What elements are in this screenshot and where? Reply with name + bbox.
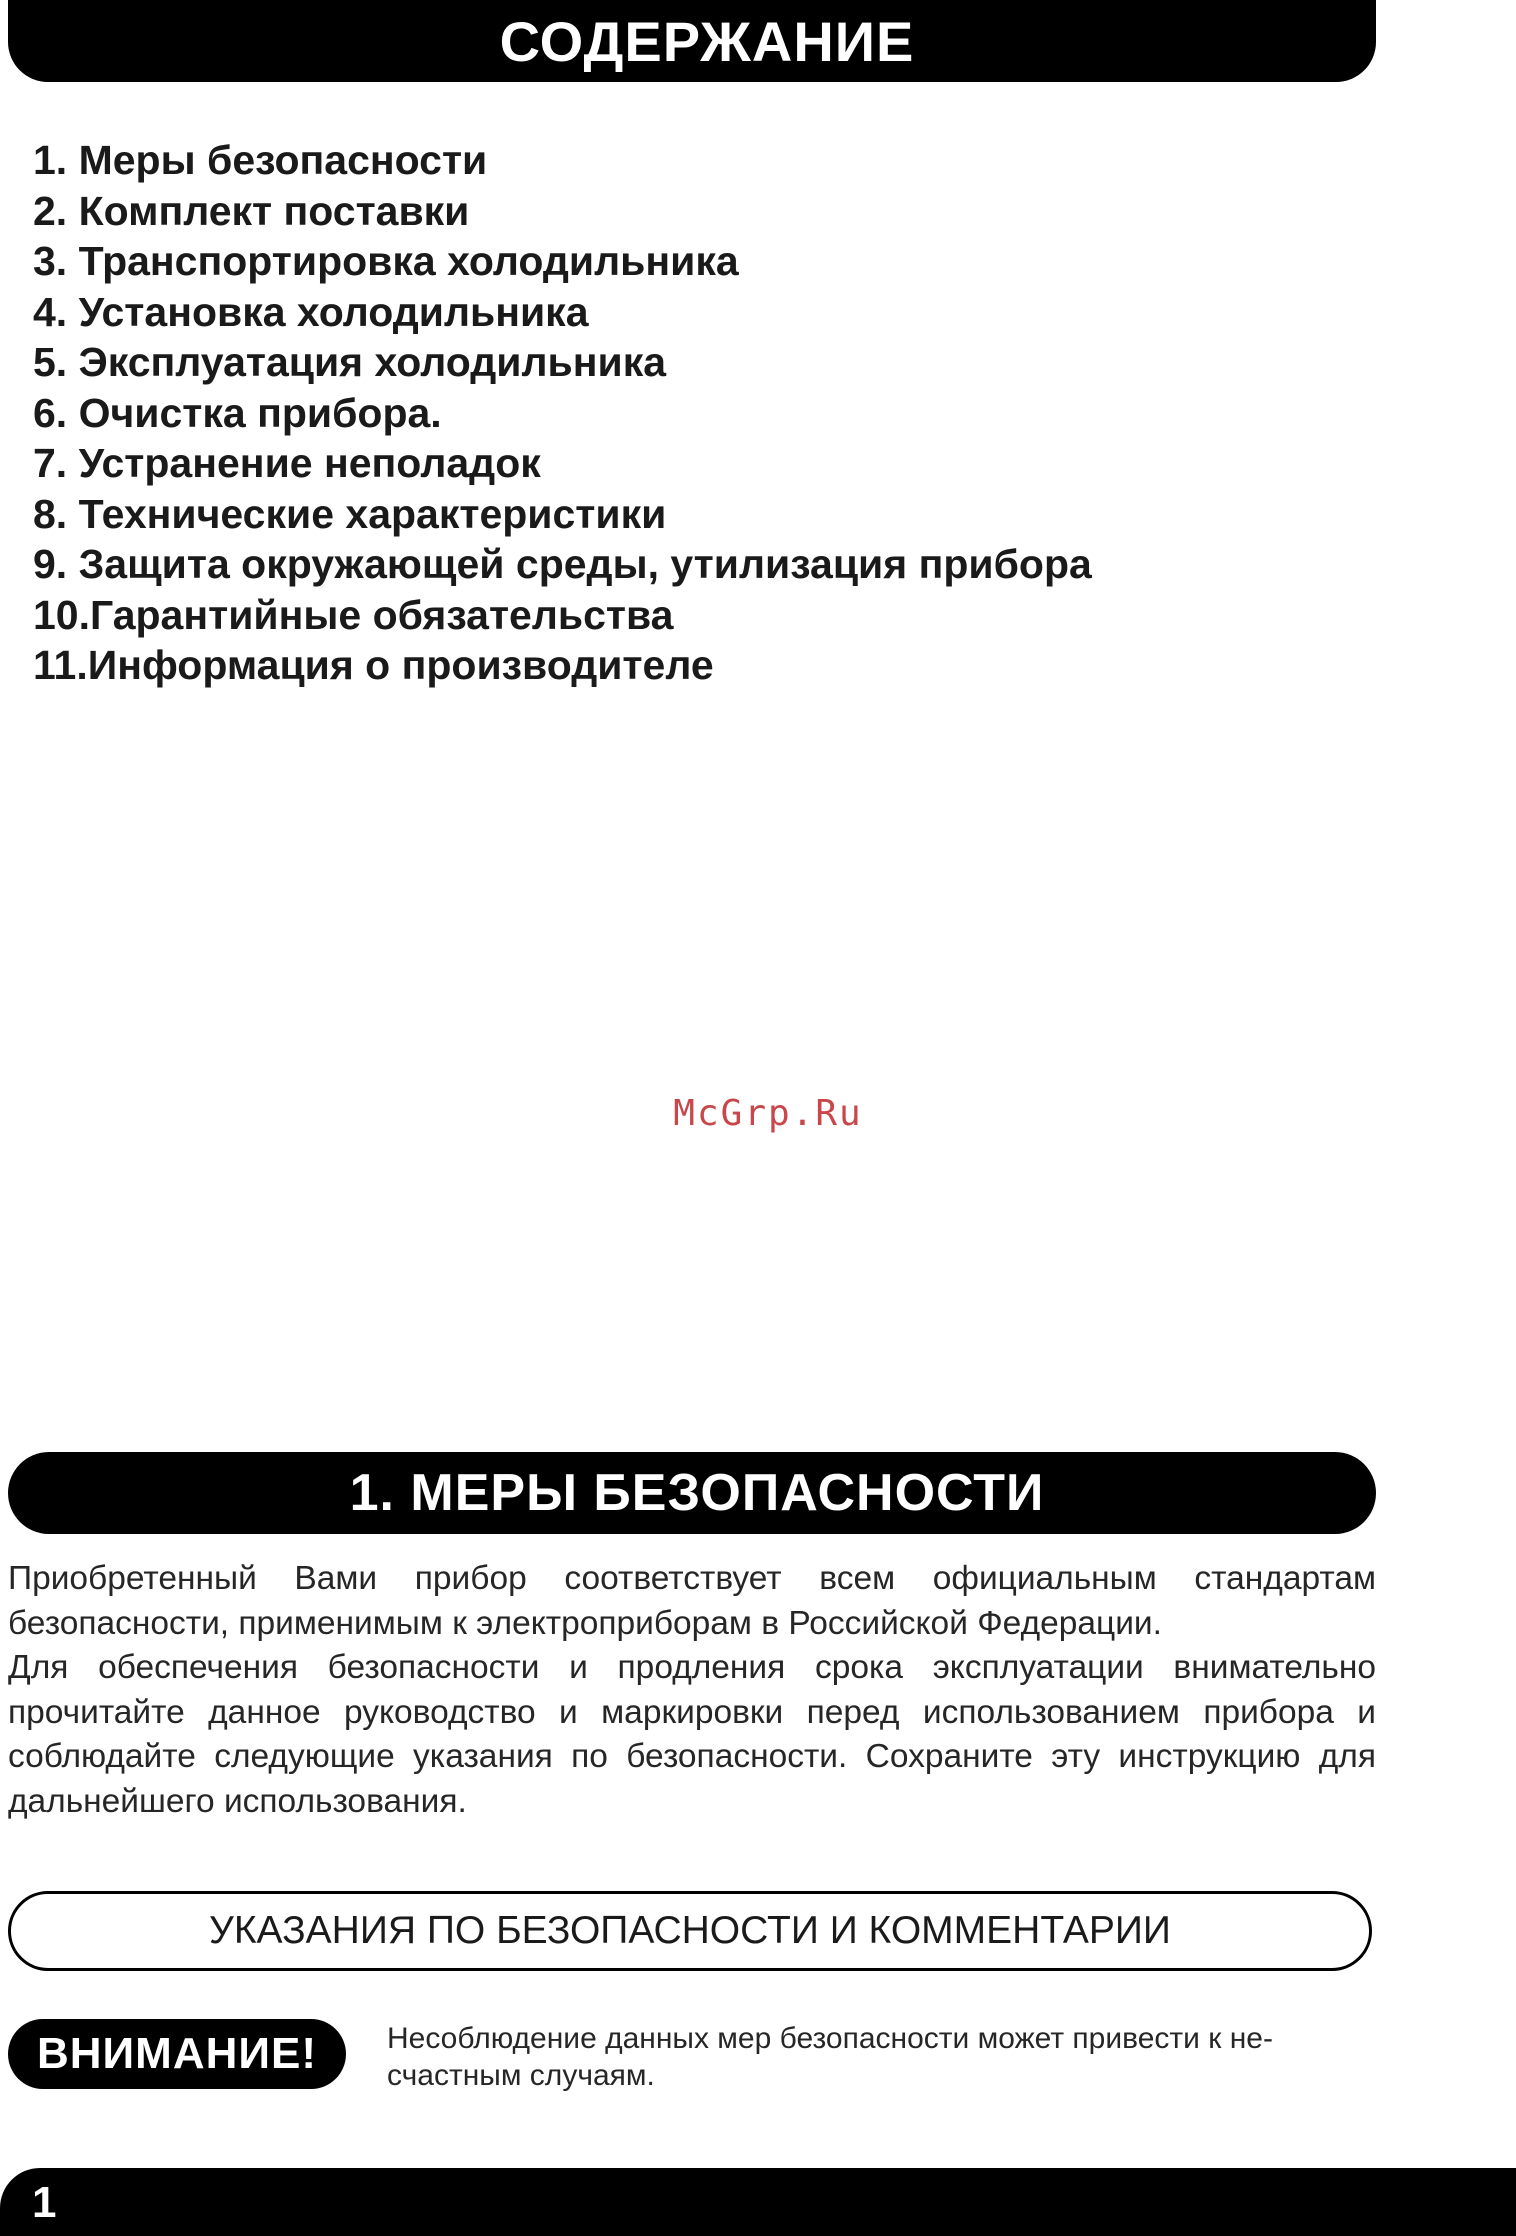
footer-bar [0,2168,1516,2236]
toc-item-troubleshooting[interactable]: 7. Устранение неполадок [33,440,541,486]
warning-label: ВНИМАНИЕ! [36,2029,317,2078]
toc-item-installation[interactable]: 4. Установка холодильника [33,288,589,335]
toc-header [8,0,1376,82]
toc-item-manufacturer[interactable]: 11.Информация о производителе [33,642,714,688]
toc-item-transport[interactable]: 3. Транспортировка холодильника [33,238,739,284]
watermark: McGrp.Ru [673,1093,863,1134]
toc-item-specifications[interactable]: 8. Технические характеристики [33,490,667,537]
toc-item-warranty[interactable]: 10.Гарантийные обязательства [33,591,674,638]
toc-title: СОДЕРЖАНИЕ [499,9,915,73]
warning-badge [8,2019,346,2089]
section1-header [8,1452,1376,1534]
page-number: 1 [32,2178,57,2227]
toc-item-cleaning[interactable]: 6. Очистка прибора. [33,389,442,436]
intro-paragraph-2: Для обеспечения безопасности и продления срока эксплуатации внимательно прочитайте данное руководство и маркировки перед использованием прибора и соблюдайте следующие указания по безопасности. Сохраните эту инструкцию для дальнейшего использования. [8,1649,1376,1820]
section1-title: 1. МЕРЫ БЕЗОПАСНОСТИ [349,1464,1045,1522]
toc-item-safety[interactable]: 1. Меры безопасности [33,137,488,183]
toc-item-operation[interactable]: 5. Эксплуатация холодильника [33,339,667,385]
toc-list [33,135,1092,691]
toc-item-delivery-set[interactable]: 2. Комплект поставки [33,187,470,234]
warning-text: Несоблюдение данных мер безопасности может привести к не-счастным случаям. [387,2022,1273,2092]
section1-intro [8,1557,1376,1825]
guidelines-box [8,1891,1372,1971]
guidelines-title: УКАЗАНИЯ ПО БЕЗОПАСНОСТИ И КОММЕНТАРИИ [209,1909,1171,1952]
intro-paragraph-1: Приобретенный Вами прибор соответствует всем официальным стандартам безопасности, применимым к электроприборам в Российской Федерации. [8,1560,1376,1642]
toc-item-environment[interactable]: 9. Защита окружающей среды, утилизация прибора [33,541,1092,587]
